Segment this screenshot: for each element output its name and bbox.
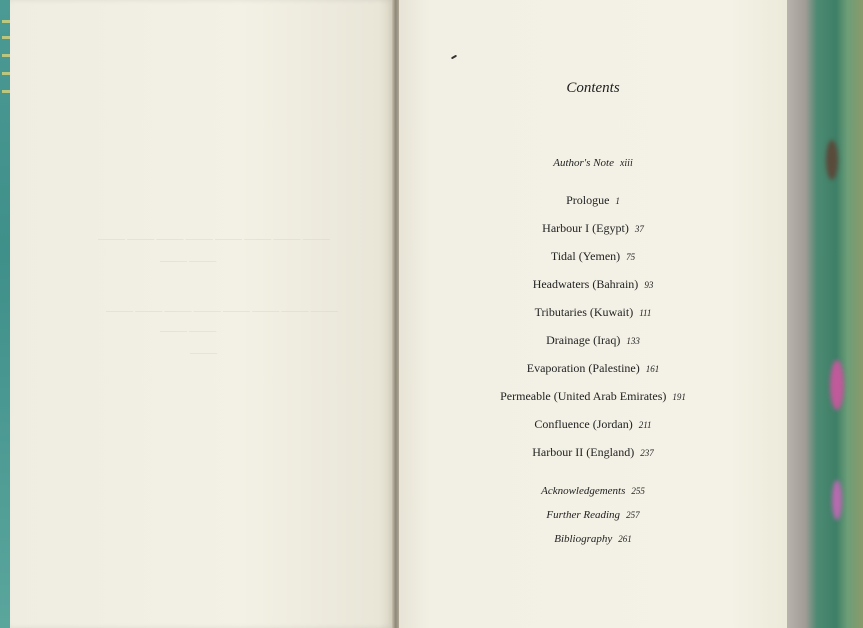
contents-heading: Contents (566, 80, 620, 96)
toc-entry-back: Bibliography 261 (554, 533, 632, 545)
left-page: ——— ——— ——— ——— ——— ——— ——— ——— ——— ——— ——— ——— ——— ——— ——— ——— ——— ——— ——— ——— ——— (10, 0, 394, 628)
toc-entry-chapter: Harbour I (Egypt) 37 (542, 221, 644, 235)
toc-entry-chapter: Permeable (United Arab Emirates) 191 (500, 389, 686, 403)
toc-entry-chapter: Evaporation (Palestine) 161 (526, 361, 660, 375)
toc-entry-back: Further Reading 257 (546, 509, 640, 521)
toc-entry-chapter: Prologue 1 (566, 193, 620, 207)
toc-entry-chapter: Tributaries (Kuwait) 111 (534, 305, 652, 319)
page-speck (451, 55, 457, 60)
toc-entry-chapter: Tidal (Yemen) 75 (550, 249, 636, 263)
book-cover-right-edge (786, 0, 863, 628)
toc-entry-chapter: Harbour II (England) 237 (532, 445, 654, 459)
toc-entry-chapter: Confluence (Jordan) 211 (534, 417, 652, 431)
toc-entry-chapter: Headwaters (Bahrain) 93 (532, 277, 654, 291)
toc-entry-back: Acknowledgements 255 (541, 485, 645, 497)
toc-entry-front: Author's Note xiii (553, 157, 633, 169)
toc-entry-chapter: Drainage (Iraq) 133 (546, 333, 640, 347)
